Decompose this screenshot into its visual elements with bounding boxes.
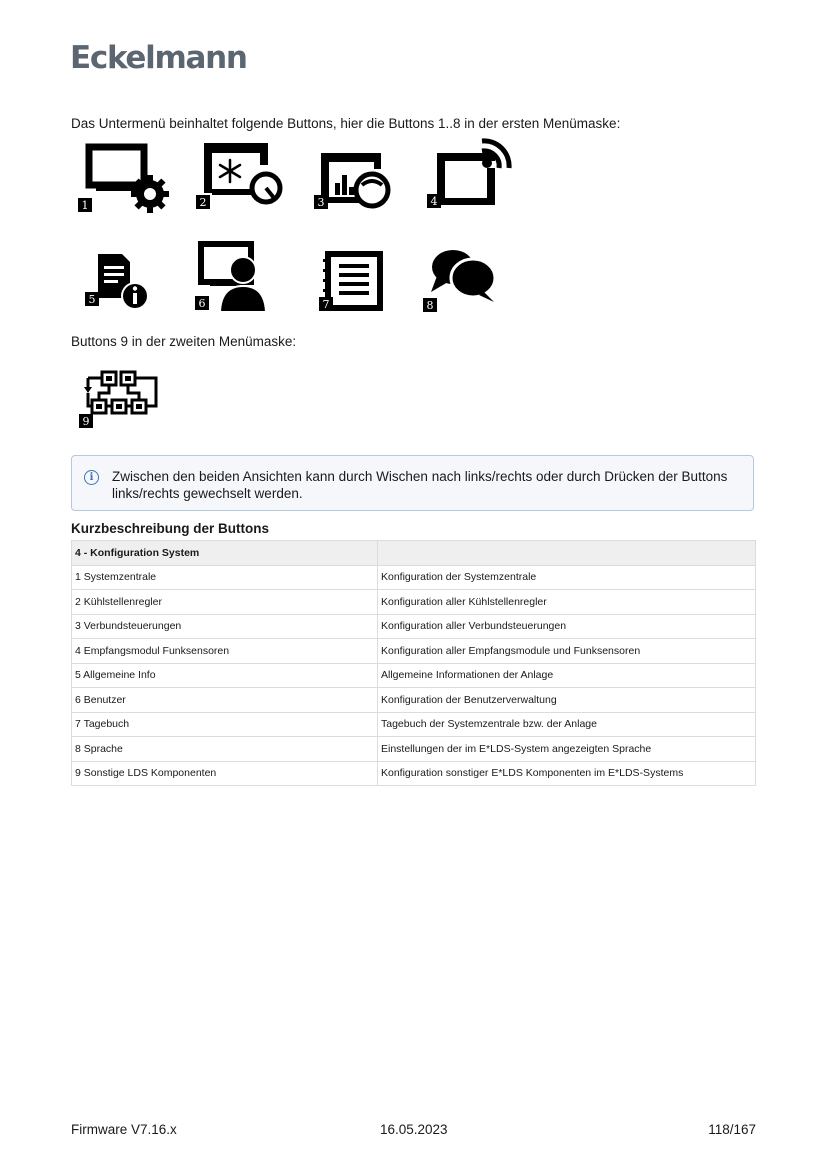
button-number: 8	[426, 299, 434, 312]
button-description-cell: Konfiguration aller Empfangsmodule und Funksensoren	[378, 639, 756, 664]
user-monitor-icon	[190, 240, 290, 316]
button-name-cell: 1 Systemzentrale	[72, 565, 378, 590]
button-description-cell: Tagebuch der Systemzentrale bzw. der Anlage	[378, 712, 756, 737]
button-name-cell: 6 Benutzer	[72, 688, 378, 713]
table-row	[72, 712, 756, 737]
section-title: Kurzbeschreibung der Buttons	[71, 521, 270, 536]
compound-controller-icon	[306, 145, 406, 221]
table-header-cell	[378, 541, 756, 566]
button-description-cell: Allgemeine Informationen der Anlage	[378, 663, 756, 688]
button-number: 7	[322, 298, 330, 311]
button-name-cell: 7 Tagebuch	[72, 712, 378, 737]
table-row	[72, 663, 756, 688]
table-row	[72, 761, 756, 786]
speech-bubbles-icon	[416, 240, 516, 316]
button-number: 6	[198, 297, 206, 310]
table-row	[72, 565, 756, 590]
button-name-cell: 2 Kühlstellenregler	[72, 590, 378, 615]
info-note	[71, 455, 754, 511]
button-description-cell: Konfiguration sonstiger E*LDS Komponenten im E*LDS-Systems	[378, 761, 756, 786]
button-name-cell: 5 Allgemeine Info	[72, 663, 378, 688]
button-name-cell: 3 Verbundsteuerungen	[72, 614, 378, 639]
network-components-icon	[76, 360, 176, 436]
button-number: 3	[317, 196, 325, 209]
wireless-receiver-icon	[422, 138, 522, 214]
button-description-cell: Konfiguration aller Kühlstellenregler	[378, 590, 756, 615]
footer-date: 16.05.2023	[380, 1122, 448, 1137]
footer-page-number: 118/167	[708, 1122, 756, 1137]
intro-text: Das Untermenü beinhaltet folgende Buttons, hier die Buttons 1..8 in der ersten Menümaske:	[71, 116, 621, 131]
button-number: 5	[88, 293, 96, 306]
document-info-icon	[80, 240, 180, 316]
table-row	[72, 737, 756, 762]
button-description-cell: Konfiguration der Systemzentrale	[378, 565, 756, 590]
info-note-text: Zwischen den beiden Ansichten kann durch Wischen nach links/rechts oder durch Drücken der Buttons links/rechts gewechselt werden.	[112, 469, 728, 501]
button-name-cell: 8 Sprache	[72, 737, 378, 762]
button-description-cell: Konfiguration der Benutzerverwaltung	[378, 688, 756, 713]
table-header-row	[72, 541, 756, 566]
monitor-gear-icon	[72, 140, 172, 216]
info-icon: i	[84, 470, 99, 485]
logbook-icon	[306, 240, 406, 316]
table-row	[72, 590, 756, 615]
button-number: 4	[430, 195, 438, 208]
eckelmann-logo: Eckelmann	[70, 40, 247, 76]
table-header-cell: 4 - Konfiguration System	[72, 541, 378, 566]
button-number: 9	[82, 415, 90, 428]
button-description-cell: Konfiguration aller Verbundsteuerungen	[378, 614, 756, 639]
button-number: 1	[81, 199, 89, 212]
table-row	[72, 688, 756, 713]
table-row	[72, 639, 756, 664]
table-row	[72, 614, 756, 639]
refrigeration-gauge-icon	[192, 140, 292, 216]
button-number: 2	[199, 196, 207, 209]
buttons-description-table	[71, 540, 756, 786]
button-name-cell: 4 Empfangsmodul Funksensoren	[72, 639, 378, 664]
button-name-cell: 9 Sonstige LDS Komponenten	[72, 761, 378, 786]
button-description-cell: Einstellungen der im E*LDS-System angezeigten Sprache	[378, 737, 756, 762]
footer-firmware: Firmware V7.16.x	[71, 1122, 177, 1137]
second-mask-text: Buttons 9 in der zweiten Menümaske:	[71, 334, 297, 349]
